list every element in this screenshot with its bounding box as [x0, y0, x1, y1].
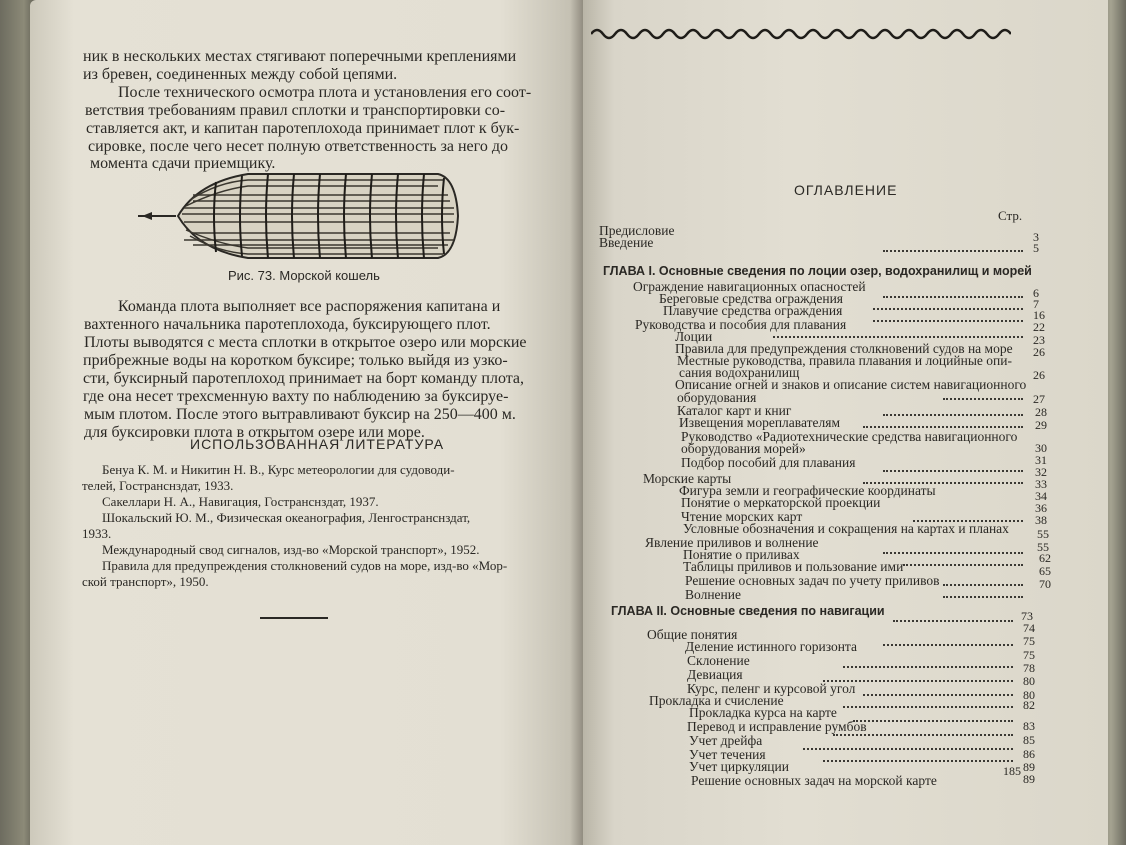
- toc-page-number: 62: [1039, 551, 1051, 565]
- text-line: вахтенного начальника паротеплохода, буксирующего плот.: [84, 316, 491, 333]
- text-line: из бревен, соединенных между собой цепями.: [83, 66, 398, 83]
- toc-page-number: 23: [1033, 333, 1045, 347]
- toc-page-number: 6: [1033, 286, 1039, 300]
- toc-entry: Прокладка курса на карте: [689, 705, 837, 720]
- dot-leader: [943, 596, 1023, 598]
- toc-page-number: 74: [1023, 621, 1035, 635]
- toc-page-number: 29: [1035, 418, 1047, 432]
- raft-illustration: [138, 160, 468, 270]
- literature-heading: ИСПОЛЬЗОВАННАЯ ЛИТЕРАТУРА: [190, 436, 445, 452]
- dot-leader: [823, 760, 1013, 762]
- text-line: ник в нескольких местах стягивают поперечными креплениями: [83, 48, 517, 65]
- text-line: прибрежные воды на коротком буксире; только выйдя из узко-: [83, 352, 508, 369]
- toc-entry: Волнение: [685, 587, 741, 602]
- text-line: Команда плота выполняет все распоряжения капитана и: [118, 298, 501, 315]
- toc-entry: оборудования морей»: [681, 441, 806, 456]
- toc-page-number: 34: [1035, 489, 1047, 503]
- toc-entry: Общие понятия: [647, 627, 738, 642]
- dot-leader: [943, 584, 1023, 586]
- toc-page-number: 80: [1023, 674, 1035, 688]
- toc-page-number: 86: [1023, 747, 1035, 761]
- text-line: где она несет трехсменную вахту по наблюдению за буксируе-: [83, 388, 509, 405]
- toc-entry: Руководство «Радиотехнические средства навигационного: [681, 429, 1018, 444]
- toc-entry: Явление приливов и волнение: [645, 535, 819, 550]
- toc-entry: Склонение: [687, 653, 750, 668]
- dot-leader: [943, 398, 1023, 400]
- toc-entry: Правила для предупреждения столкновений судов на море: [675, 341, 1013, 356]
- text-line: Плоты выводятся с места сплотки в открытое озеро или морские: [84, 334, 527, 351]
- text-line: ставляется акт, и капитан паротеплохода принимает плот к бук-: [86, 120, 520, 137]
- dot-leader: [833, 734, 1013, 736]
- toc-entry: Местные руководства, правила плавания и лоцийные опи-: [677, 353, 1012, 368]
- text-line: сти, буксирный паротеплоход принимает на борт команду плота,: [83, 370, 525, 387]
- toc-page-number: 30: [1035, 441, 1047, 455]
- page-column-label: Стр.: [998, 208, 1023, 223]
- toc-page-number: 5: [1033, 241, 1039, 255]
- dot-leader: [803, 748, 1013, 750]
- toc-entry: Фигура земли и географические координаты: [679, 483, 936, 498]
- toc-page-number: 89: [1023, 772, 1035, 786]
- toc-page-number: 7: [1033, 297, 1039, 311]
- dot-leader: [773, 336, 1023, 338]
- toc-page-number: 82: [1023, 698, 1035, 712]
- reference-line: ской транспорт», 1950.: [82, 574, 209, 589]
- toc-entry: Руководства и пособия для плавания: [635, 317, 847, 332]
- dot-leader: [883, 250, 1023, 252]
- dot-leader: [853, 720, 1013, 722]
- dot-leader: [863, 482, 1023, 484]
- end-rule: [260, 617, 328, 619]
- toc-page-number: 75: [1023, 634, 1035, 648]
- toc-page-number: 16: [1033, 308, 1045, 322]
- text-line: мым плотом. После этого вытравливают буксир на 250—400 м.: [84, 406, 516, 423]
- toc-entry: Решение основных задач на морской карте: [691, 773, 937, 788]
- toc-entry: Предисловие: [599, 223, 675, 238]
- toc-entry: Учет циркуляции: [689, 759, 789, 774]
- toc-page-number: 26: [1033, 345, 1045, 359]
- toc-page-number: 33: [1035, 477, 1047, 491]
- text-line: сировке, после чего несет полную ответственность за него до: [88, 138, 508, 155]
- dot-leader: [883, 296, 1023, 298]
- dot-leader: [883, 644, 1013, 646]
- dot-leader: [893, 620, 1013, 622]
- toc-page-number: 85: [1023, 733, 1035, 747]
- toc-entry: Описание огней и знаков и описание систем навигационного: [675, 377, 1027, 392]
- reference-line: телей, Гостранснздат, 1933.: [82, 478, 234, 493]
- toc-page-number: 75: [1023, 648, 1035, 662]
- right-page: [583, 0, 1108, 845]
- reference-line: Бенуа К. М. и Никитин Н. В., Курс метеорологии для судоводи-: [102, 462, 455, 477]
- toc-entry: Курс, пеленг и курсовой угол: [687, 681, 856, 696]
- toc-chapter-heading: ГЛАВА I. Основные сведения по лоции озер, водохранилищ и морей: [603, 264, 1032, 278]
- toc-page-number: 80: [1023, 688, 1035, 702]
- dot-leader: [873, 320, 1023, 322]
- toc-entry: Введение: [599, 235, 654, 250]
- toc-entry: Понятие о меркаторской проекции: [681, 495, 881, 510]
- toc-page-number: 38: [1035, 513, 1047, 527]
- text-line: ветствия требованиям правил сплотки и транспортировки со-: [85, 102, 506, 119]
- toc-entry: Плавучие средства ограждения: [663, 303, 843, 318]
- toc-entry: Лоции: [675, 329, 713, 344]
- dot-leader: [913, 520, 1023, 522]
- toc-page-number: 65: [1039, 564, 1051, 578]
- figure-caption: Рис. 73. Морской кошель: [228, 268, 380, 283]
- toc-page-number: 28: [1035, 405, 1047, 419]
- text-line: для буксировки плота в открытом озере или море.: [84, 424, 425, 441]
- toc-entry: Таблицы приливов и пользование ими: [683, 559, 904, 574]
- toc-entry: Ограждение навигационных опасностей: [633, 279, 866, 294]
- toc-entry: Учет течения: [689, 747, 766, 762]
- toc-page-number: 55: [1037, 540, 1049, 554]
- dot-leader: [863, 426, 1023, 428]
- text-line: После технического осмотра плота и установления его соот-: [118, 84, 532, 101]
- dot-leader: [863, 694, 1013, 696]
- toc-entry: Прокладка и счисление: [649, 693, 784, 708]
- toc-entry: Морские карты: [643, 471, 732, 486]
- toc-page-number: 27: [1033, 392, 1045, 406]
- toc-entry: Понятие о приливах: [683, 547, 800, 562]
- toc-page-number: 31: [1035, 453, 1047, 467]
- toc-entry: Перевод и исправление румбов: [687, 719, 867, 734]
- toc-page-number: 78: [1023, 661, 1035, 675]
- toc-entry: Учет дрейфа: [689, 733, 763, 748]
- toc-page-number: 55: [1037, 527, 1049, 541]
- reference-line: Правила для предупреждения столкновений судов на море, изд-во «Мор-: [102, 558, 508, 573]
- toc-page-number: 22: [1033, 320, 1045, 334]
- toc-page-number: 3: [1033, 230, 1039, 244]
- reference-line: 1933.: [82, 526, 112, 541]
- dot-leader: [883, 552, 1023, 554]
- wavy-border: [591, 26, 1011, 42]
- toc-entry: оборудования: [677, 390, 757, 405]
- toc-page-number: 73: [1021, 609, 1033, 623]
- dot-leader: [883, 414, 1023, 416]
- toc-entry: сания водохранилищ: [679, 365, 800, 380]
- reference-line: Сакеллари Н. А., Навигация, Гостранснздат, 1937.: [102, 494, 379, 509]
- toc-entry: Условные обозначения и сокращения на картах и планах: [683, 521, 1009, 536]
- toc-page-number: 36: [1035, 501, 1047, 515]
- reference-line: Международный свод сигналов, изд-во «Морской транспорт», 1952.: [102, 542, 480, 557]
- toc-entry: Каталог карт и книг: [677, 403, 792, 418]
- toc-page-number: 89: [1023, 760, 1035, 774]
- toc-entry: Решение основных задач по учету приливов: [685, 573, 940, 588]
- dot-leader: [823, 680, 1013, 682]
- toc-chapter-heading: ГЛАВА II. Основные сведения по навигации: [611, 604, 885, 618]
- dot-leader: [883, 470, 1023, 472]
- toc-page-number: 70: [1039, 577, 1051, 591]
- toc-page-number: 83: [1023, 719, 1035, 733]
- dot-leader: [843, 666, 1013, 668]
- toc-page-number: 26: [1033, 368, 1045, 382]
- dot-leader: [903, 564, 1023, 566]
- dot-leader: [873, 308, 1023, 310]
- toc-entry: Деление истинного горизонта: [685, 639, 857, 654]
- dot-leader: [843, 706, 1013, 708]
- toc-entry: Подбор пособий для плавания: [681, 455, 856, 470]
- toc-page-number: 185: [1003, 764, 1021, 778]
- left-page: [30, 0, 583, 845]
- reference-line: Шокальский Ю. М., Физическая океанография, Ленгостранснздат,: [102, 510, 471, 525]
- toc-entry: Чтение морских карт: [681, 509, 803, 524]
- toc-entry: Девиация: [687, 667, 743, 682]
- toc-page-number: 32: [1035, 465, 1047, 479]
- toc-title: ОГЛАВЛЕНИЕ: [794, 182, 898, 198]
- text-line: момента сдачи приемщику.: [90, 155, 276, 172]
- toc-entry: Извещения мореплавателям: [679, 415, 840, 430]
- toc-entry: Береговые средства ограждения: [659, 291, 844, 306]
